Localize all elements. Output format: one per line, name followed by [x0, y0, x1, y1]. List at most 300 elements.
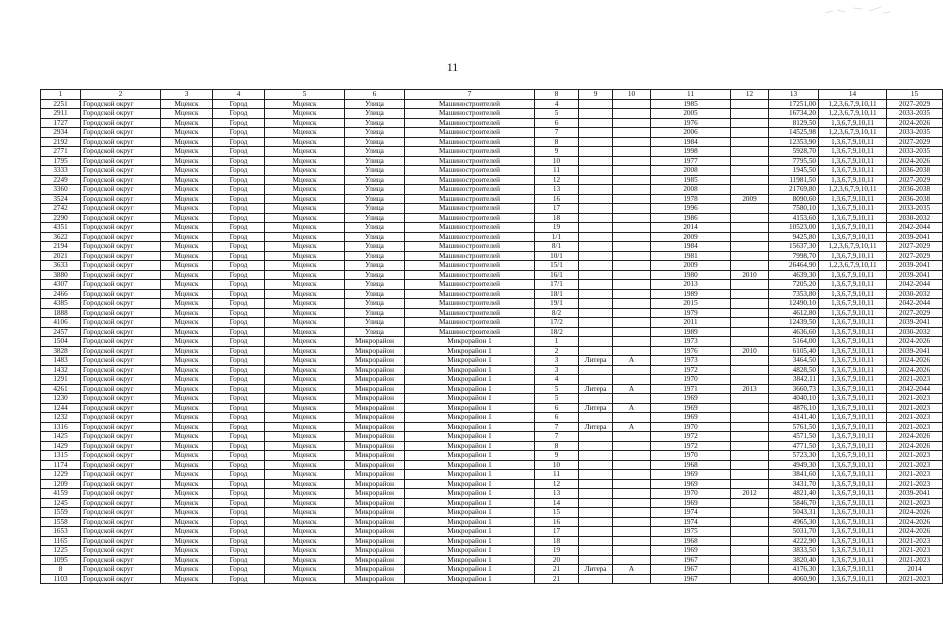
table-cell-col-7: Машиностроителей [405, 185, 535, 195]
table-cell-col-5: Мценск [265, 147, 345, 157]
table-cell-col-3: Мценск [161, 118, 213, 128]
table-cell-col-12 [731, 109, 769, 119]
table-cell-col-3: Мценск [161, 318, 213, 328]
table-cell-col-2: Городской округ [81, 194, 161, 204]
table-cell-col-15: 2027-2029 [887, 308, 943, 318]
table-cell-col-2: Городской округ [81, 346, 161, 356]
table-cell-col-7: Микрорайон 1 [405, 460, 535, 470]
table-cell-col-11: 1971 [651, 384, 731, 394]
table-cell-col-12 [731, 327, 769, 337]
table-cell-col-3: Мценск [161, 527, 213, 537]
table-row [41, 175, 943, 185]
table-cell-col-5: Мценск [265, 546, 345, 556]
table-cell-col-10 [613, 365, 651, 375]
table-cell-col-15: 2021-2023 [887, 403, 943, 413]
table-cell-col-15: 2021-2023 [887, 536, 943, 546]
table-cell-col-1: 1165 [41, 536, 81, 546]
table-cell-col-4: Город [213, 308, 265, 318]
table-cell-col-15: 2039-2041 [887, 346, 943, 356]
table-cell-col-6: Микрорайон [345, 394, 405, 404]
table-cell-col-10 [613, 460, 651, 470]
table-cell-col-15: 2021-2023 [887, 479, 943, 489]
table-cell-col-13: 3833,50 [769, 546, 819, 556]
table-cell-col-8: 21 [535, 574, 579, 584]
table-cell-col-6: Улица [345, 251, 405, 261]
table-cell-col-6: Улица [345, 175, 405, 185]
table-cell-col-15: 2024-2026 [887, 508, 943, 518]
table-cell-col-1: 4351 [41, 223, 81, 233]
table-cell-col-6: Микрорайон [345, 574, 405, 584]
table-cell-col-1: 4106 [41, 318, 81, 328]
table-cell-col-7: Микрорайон 1 [405, 565, 535, 575]
table-cell-col-10: А [613, 403, 651, 413]
table-cell-col-13: 5164,00 [769, 337, 819, 347]
table-cell-col-7: Микрорайон 1 [405, 517, 535, 527]
table-cell-col-2: Городской округ [81, 574, 161, 584]
table-cell-col-12 [731, 441, 769, 451]
table-cell-col-5: Мценск [265, 555, 345, 565]
table-cell-col-9 [579, 536, 613, 546]
table-cell-col-11: 1968 [651, 536, 731, 546]
table-cell-col-10 [613, 175, 651, 185]
table-row [41, 251, 943, 261]
table-cell-col-14: 1,3,6,7,9,10,11 [819, 489, 887, 499]
table-cell-col-14: 1,3,6,7,9,10,11 [819, 384, 887, 394]
table-cell-col-11: 2008 [651, 185, 731, 195]
table-cell-col-7: Машиностроителей [405, 128, 535, 138]
table-cell-col-9 [579, 280, 613, 290]
table-cell-col-9 [579, 527, 613, 537]
table-cell-col-10 [613, 574, 651, 584]
table-row [41, 489, 943, 499]
table-cell-col-5: Мценск [265, 413, 345, 423]
table-cell-col-6: Улица [345, 194, 405, 204]
table-cell-col-2: Городской округ [81, 327, 161, 337]
table-cell-col-2: Городской округ [81, 413, 161, 423]
table-cell-col-5: Мценск [265, 574, 345, 584]
table-cell-col-9 [579, 441, 613, 451]
table-cell-col-7: Микрорайон 1 [405, 346, 535, 356]
table-cell-col-5: Мценск [265, 223, 345, 233]
table-cell-col-11: 2014 [651, 223, 731, 233]
table-cell-col-12 [731, 365, 769, 375]
column-number-3: 3 [161, 90, 213, 100]
table-cell-col-12 [731, 232, 769, 242]
table-cell-col-6: Микрорайон [345, 356, 405, 366]
table-cell-col-14: 1,3,6,7,9,10,11 [819, 365, 887, 375]
table-cell-col-10 [613, 299, 651, 309]
table-cell-col-12 [731, 299, 769, 309]
table-cell-col-8: 13 [535, 489, 579, 499]
table-cell-col-5: Мценск [265, 194, 345, 204]
table-cell-col-15: 2014 [887, 565, 943, 575]
table-cell-col-13: 3842,11 [769, 375, 819, 385]
table-cell-col-5: Мценск [265, 536, 345, 546]
table-row [41, 470, 943, 480]
column-number-7: 7 [405, 90, 535, 100]
table-cell-col-7: Микрорайон 1 [405, 470, 535, 480]
table-cell-col-10 [613, 261, 651, 271]
table-cell-col-7: Микрорайон 1 [405, 536, 535, 546]
column-number-row [41, 90, 943, 100]
table-cell-col-10 [613, 346, 651, 356]
table-cell-col-1: 1315 [41, 451, 81, 461]
table-cell-col-12 [731, 394, 769, 404]
table-cell-col-2: Городской округ [81, 280, 161, 290]
table-cell-col-15: 2036-2038 [887, 194, 943, 204]
table-cell-col-5: Мценск [265, 508, 345, 518]
table-cell-col-1: 1483 [41, 356, 81, 366]
table-cell-col-12 [731, 156, 769, 166]
table-cell-col-11: 2011 [651, 318, 731, 328]
table-cell-col-8: 14 [535, 498, 579, 508]
table-cell-col-13: 17251,00 [769, 99, 819, 109]
page-number: 11 [446, 60, 459, 74]
table-cell-col-6: Микрорайон [345, 479, 405, 489]
table-cell-col-8: 5 [535, 394, 579, 404]
table-cell-col-1: 2290 [41, 213, 81, 223]
table-cell-col-4: Город [213, 574, 265, 584]
table-cell-col-12: 2009 [731, 194, 769, 204]
table-cell-col-13: 4040,10 [769, 394, 819, 404]
table-cell-col-13: 8090,60 [769, 194, 819, 204]
table-cell-col-14: 1,2,3,6,7,9,10,11 [819, 185, 887, 195]
table-cell-col-1: 1232 [41, 413, 81, 423]
table-cell-col-6: Микрорайон [345, 432, 405, 442]
table-cell-col-3: Мценск [161, 204, 213, 214]
table-cell-col-8: 13 [535, 185, 579, 195]
table-cell-col-12 [731, 213, 769, 223]
table-cell-col-13: 7580,10 [769, 204, 819, 214]
table-cell-col-3: Мценск [161, 403, 213, 413]
table-cell-col-11: 1974 [651, 517, 731, 527]
table-cell-col-9 [579, 470, 613, 480]
table-cell-col-5: Мценск [265, 565, 345, 575]
table-cell-col-13: 12353,90 [769, 137, 819, 147]
table-cell-col-9 [579, 413, 613, 423]
table-cell-col-9 [579, 574, 613, 584]
table-cell-col-4: Город [213, 223, 265, 233]
table-cell-col-2: Городской округ [81, 270, 161, 280]
table-cell-col-7: Машиностроителей [405, 289, 535, 299]
table-cell-col-2: Городской округ [81, 251, 161, 261]
table-cell-col-8: 19/1 [535, 299, 579, 309]
table-cell-col-8: 1 [535, 337, 579, 347]
table-cell-col-14: 1,3,6,7,9,10,11 [819, 565, 887, 575]
table-cell-col-9 [579, 517, 613, 527]
table-cell-col-14: 1,3,6,7,9,10,11 [819, 156, 887, 166]
table-cell-col-11: 2009 [651, 261, 731, 271]
column-number-6: 6 [345, 90, 405, 100]
table-cell-col-12 [731, 403, 769, 413]
table-cell-col-4: Город [213, 337, 265, 347]
column-number-1: 1 [41, 90, 81, 100]
table-cell-col-15: 2039-2041 [887, 261, 943, 271]
table-cell-col-12 [731, 261, 769, 271]
table-row [41, 384, 943, 394]
table-cell-col-2: Городской округ [81, 318, 161, 328]
table-cell-col-10 [613, 147, 651, 157]
table-cell-col-2: Городской округ [81, 365, 161, 375]
table-cell-col-12: 2012 [731, 489, 769, 499]
table-cell-col-10 [613, 441, 651, 451]
table-cell-col-8: 16 [535, 517, 579, 527]
table-cell-col-5: Мценск [265, 318, 345, 328]
table-cell-col-5: Мценск [265, 337, 345, 347]
table-cell-col-15: 2039-2041 [887, 232, 943, 242]
table-cell-col-7: Машиностроителей [405, 270, 535, 280]
table-cell-col-14: 1,3,6,7,9,10,11 [819, 318, 887, 328]
table-cell-col-3: Мценск [161, 489, 213, 499]
table-cell-col-3: Мценск [161, 185, 213, 195]
table-cell-col-5: Мценск [265, 527, 345, 537]
table-row [41, 118, 943, 128]
table-cell-col-4: Город [213, 232, 265, 242]
table-cell-col-12 [731, 470, 769, 480]
table-cell-col-3: Мценск [161, 384, 213, 394]
table-cell-col-14: 1,3,6,7,9,10,11 [819, 536, 887, 546]
table-cell-col-15: 2042-2044 [887, 384, 943, 394]
table-cell-col-13: 3464,50 [769, 356, 819, 366]
table-cell-col-2: Городской округ [81, 375, 161, 385]
table-row [41, 346, 943, 356]
table-cell-col-10 [613, 128, 651, 138]
table-cell-col-10 [613, 109, 651, 119]
table-cell-col-11: 1976 [651, 118, 731, 128]
table-cell-col-2: Городской округ [81, 489, 161, 499]
table-cell-col-1: 1432 [41, 365, 81, 375]
table-cell-col-8: 8/2 [535, 308, 579, 318]
table-cell-col-13: 21769,80 [769, 185, 819, 195]
table-cell-col-5: Мценск [265, 422, 345, 432]
table-cell-col-13: 11981,50 [769, 175, 819, 185]
table-cell-col-12 [731, 536, 769, 546]
table-cell-col-4: Город [213, 422, 265, 432]
table-cell-col-7: Микрорайон 1 [405, 508, 535, 518]
table-row [41, 365, 943, 375]
table-cell-col-8: 9 [535, 147, 579, 157]
table-cell-col-1: 1425 [41, 432, 81, 442]
table-cell-col-3: Мценск [161, 375, 213, 385]
table-cell-col-10 [613, 137, 651, 147]
table-cell-col-4: Город [213, 118, 265, 128]
table-cell-col-14: 1,3,6,7,9,10,11 [819, 574, 887, 584]
table-cell-col-8: 7 [535, 128, 579, 138]
table-cell-col-7: Микрорайон 1 [405, 555, 535, 565]
table-cell-col-13: 26464,90 [769, 261, 819, 271]
table-cell-col-11: 1967 [651, 574, 731, 584]
table-cell-col-5: Мценск [265, 156, 345, 166]
table-cell-col-9 [579, 460, 613, 470]
table-cell-col-8: 21 [535, 565, 579, 575]
table-cell-col-9 [579, 194, 613, 204]
table-cell-col-7: Микрорайон 1 [405, 422, 535, 432]
table-cell-col-14: 1,3,6,7,9,10,11 [819, 223, 887, 233]
table-cell-col-11: 1969 [651, 394, 731, 404]
table-cell-col-4: Город [213, 204, 265, 214]
table-cell-col-13: 4821,40 [769, 489, 819, 499]
table-cell-col-15: 2021-2023 [887, 498, 943, 508]
table-cell-col-6: Улица [345, 327, 405, 337]
table-cell-col-12 [731, 479, 769, 489]
table-cell-col-14: 1,3,6,7,9,10,11 [819, 289, 887, 299]
table-cell-col-3: Мценск [161, 242, 213, 252]
table-cell-col-3: Мценск [161, 128, 213, 138]
table-cell-col-5: Мценск [265, 375, 345, 385]
table-row [41, 270, 943, 280]
table-cell-col-9 [579, 242, 613, 252]
table-cell-col-2: Городской округ [81, 517, 161, 527]
table-cell-col-2: Городской округ [81, 213, 161, 223]
table-cell-col-5: Мценск [265, 432, 345, 442]
table-cell-col-3: Мценск [161, 508, 213, 518]
table-cell-col-6: Улица [345, 232, 405, 242]
table-cell-col-14: 1,3,6,7,9,10,11 [819, 422, 887, 432]
table-cell-col-7: Микрорайон 1 [405, 527, 535, 537]
table-cell-col-15: 2024-2026 [887, 432, 943, 442]
table-cell-col-2: Городской округ [81, 451, 161, 461]
table-cell-col-9 [579, 213, 613, 223]
table-row [41, 432, 943, 442]
table-cell-col-8: 9 [535, 451, 579, 461]
table-cell-col-3: Мценск [161, 232, 213, 242]
table-cell-col-5: Мценск [265, 308, 345, 318]
table-cell-col-5: Мценск [265, 346, 345, 356]
table-cell-col-1: 2934 [41, 128, 81, 138]
column-number-5: 5 [265, 90, 345, 100]
table-cell-col-6: Микрорайон [345, 422, 405, 432]
table-cell-col-6: Улица [345, 99, 405, 109]
table-cell-col-2: Городской округ [81, 498, 161, 508]
table-cell-col-4: Город [213, 489, 265, 499]
table-cell-col-10: А [613, 565, 651, 575]
table-cell-col-2: Городской округ [81, 422, 161, 432]
table-cell-col-2: Городской округ [81, 384, 161, 394]
table-cell-col-9 [579, 147, 613, 157]
table-cell-col-9 [579, 270, 613, 280]
table-cell-col-8: 10 [535, 460, 579, 470]
table-cell-col-12 [731, 375, 769, 385]
table-cell-col-1: 1245 [41, 498, 81, 508]
table-cell-col-6: Микрорайон [345, 565, 405, 575]
table-cell-col-11: 1970 [651, 451, 731, 461]
table-cell-col-1: 1209 [41, 479, 81, 489]
table-cell-col-5: Мценск [265, 261, 345, 271]
table-cell-col-11: 1985 [651, 99, 731, 109]
table-row [41, 527, 943, 537]
table-cell-col-1: 2911 [41, 109, 81, 119]
table-row [41, 441, 943, 451]
table-cell-col-5: Мценск [265, 109, 345, 119]
table-cell-col-6: Микрорайон [345, 517, 405, 527]
table-cell-col-9: Литера [579, 384, 613, 394]
table-row [41, 327, 943, 337]
table-cell-col-6: Микрорайон [345, 346, 405, 356]
table-cell-col-13: 4636,60 [769, 327, 819, 337]
table-cell-col-1: 1225 [41, 546, 81, 556]
table-cell-col-12 [731, 356, 769, 366]
table-cell-col-9 [579, 318, 613, 328]
table-cell-col-7: Машиностроителей [405, 137, 535, 147]
table-cell-col-1: 1795 [41, 156, 81, 166]
table-cell-col-5: Мценск [265, 384, 345, 394]
table-cell-col-4: Город [213, 517, 265, 527]
table-cell-col-6: Улица [345, 128, 405, 138]
table-cell-col-2: Городской округ [81, 536, 161, 546]
table-cell-col-6: Микрорайон [345, 441, 405, 451]
table-cell-col-13: 5928,70 [769, 147, 819, 157]
table-cell-col-2: Городской округ [81, 441, 161, 451]
column-number-14: 14 [819, 90, 887, 100]
table-cell-col-10 [613, 479, 651, 489]
table-cell-col-7: Машиностроителей [405, 261, 535, 271]
table-row [41, 223, 943, 233]
table-cell-col-7: Микрорайон 1 [405, 451, 535, 461]
table-cell-col-13: 4965,30 [769, 517, 819, 527]
table-cell-col-9 [579, 118, 613, 128]
table-cell-col-1: 1429 [41, 441, 81, 451]
table-cell-col-12 [731, 251, 769, 261]
table-cell-col-10 [613, 536, 651, 546]
table-cell-col-11: 1967 [651, 565, 731, 575]
table-cell-col-4: Город [213, 375, 265, 385]
table-cell-col-14: 1,3,6,7,9,10,11 [819, 337, 887, 347]
table-cell-col-11: 1974 [651, 508, 731, 518]
table-cell-col-11: 2005 [651, 109, 731, 119]
table-cell-col-3: Мценск [161, 289, 213, 299]
table-cell-col-15: 2039-2041 [887, 270, 943, 280]
table-cell-col-7: Машиностроителей [405, 99, 535, 109]
table-cell-col-11: 1969 [651, 546, 731, 556]
table-cell-col-12 [731, 413, 769, 423]
table-cell-col-14: 1,3,6,7,9,10,11 [819, 270, 887, 280]
table-cell-col-14: 1,2,3,6,7,9,10,11 [819, 242, 887, 252]
table-cell-col-14: 1,3,6,7,9,10,11 [819, 508, 887, 518]
table-row [41, 185, 943, 195]
table-cell-col-10 [613, 318, 651, 328]
table-cell-col-2: Городской округ [81, 223, 161, 233]
table-cell-col-8: 3 [535, 356, 579, 366]
table-cell-col-15: 2021-2023 [887, 394, 943, 404]
table-cell-col-13: 4949,30 [769, 460, 819, 470]
table-cell-col-15: 2024-2026 [887, 356, 943, 366]
table-cell-col-9 [579, 204, 613, 214]
table-cell-col-2: Городской округ [81, 156, 161, 166]
table-cell-col-12: 2010 [731, 346, 769, 356]
table-row [41, 413, 943, 423]
table-cell-col-3: Мценск [161, 270, 213, 280]
table-cell-col-14: 1,3,6,7,9,10,11 [819, 166, 887, 176]
table-cell-col-6: Микрорайон [345, 337, 405, 347]
table-cell-col-4: Город [213, 432, 265, 442]
table-cell-col-14: 1,3,6,7,9,10,11 [819, 375, 887, 385]
table-cell-col-2: Городской округ [81, 204, 161, 214]
table-cell-col-2: Городской округ [81, 565, 161, 575]
table-cell-col-1: 2194 [41, 242, 81, 252]
table-cell-col-1: 1653 [41, 527, 81, 537]
table-cell-col-8: 12 [535, 479, 579, 489]
table-cell-col-15: 2030-2032 [887, 213, 943, 223]
table-cell-col-9 [579, 451, 613, 461]
table-cell-col-14: 1,3,6,7,9,10,11 [819, 479, 887, 489]
table-cell-col-11: 1986 [651, 213, 731, 223]
table-cell-col-14: 1,3,6,7,9,10,11 [819, 175, 887, 185]
table-cell-col-7: Микрорайон 1 [405, 479, 535, 489]
table-cell-col-7: Машиностроителей [405, 251, 535, 261]
table-cell-col-12 [731, 99, 769, 109]
table-cell-col-2: Городской округ [81, 432, 161, 442]
table-cell-col-6: Микрорайон [345, 451, 405, 461]
